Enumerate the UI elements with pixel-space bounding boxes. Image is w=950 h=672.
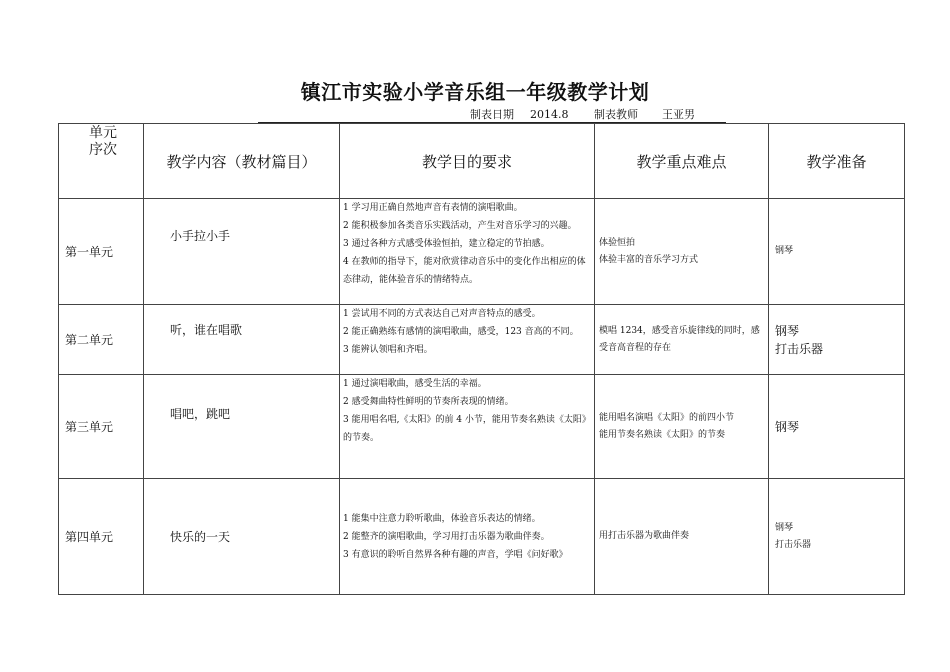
header-unit [59, 124, 144, 199]
header-goals: 教学目的要求 [340, 124, 595, 199]
teacher-label: 制表教师 [594, 108, 638, 121]
preparation-cell [769, 375, 905, 479]
content-cell: 听，谁在唱歌 [144, 305, 340, 375]
prep-item: 打击乐器 [775, 539, 812, 550]
goal-item: 1 能集中注意力聆听歌曲，体验音乐表达的情绪。 [343, 513, 541, 524]
prep-item: 钢琴 [775, 522, 794, 533]
table-meta [258, 108, 726, 123]
date-label: 制表日期 [470, 108, 514, 121]
prep-item: 打击乐器 [775, 341, 824, 356]
date-value: 2014.8 [530, 108, 569, 121]
key-point: 能用节奏名熟读《太阳》的节奏 [599, 429, 726, 440]
goal-item: 1 学习用正确自然地声音有表情的演唱歌曲。 [343, 203, 523, 213]
preparation-cell [769, 479, 905, 595]
goals-cell [340, 199, 595, 305]
teaching-plan-table [58, 123, 905, 595]
table-row [59, 375, 905, 479]
goals-cell [340, 479, 595, 595]
key-points-cell [595, 305, 769, 375]
header-key-points: 教学重点难点 [595, 124, 769, 199]
table-row [59, 305, 905, 375]
unit-cell: 第四单元 [59, 479, 144, 595]
preparation-cell [769, 199, 905, 305]
header-content: 教学内容（教材篇目） [144, 124, 340, 199]
goal-item: 3 能辨认领唱和齐唱。 [343, 345, 433, 355]
prep-item: 钢琴 [775, 323, 800, 338]
goal-item: 1 通过演唱歌曲，感受生活的幸福。 [343, 379, 487, 389]
header-row [59, 124, 905, 199]
key-point: 体验丰富的音乐学习方式 [599, 254, 699, 265]
goal-item: 2 能正确熟练有感情的演唱歌曲，感受，123 音高的不同。 [343, 327, 579, 337]
key-points-cell [595, 199, 769, 305]
key-points-cell [595, 375, 769, 479]
goal-item: 3 能用唱名唱,《太阳》的前 4 小节，能用节奏名熟读《太阳》的节奏。 [343, 415, 587, 443]
goals-cell [340, 305, 595, 375]
unit-cell: 第一单元 [59, 199, 144, 305]
prep-item: 钢琴 [775, 419, 800, 434]
goal-item: 3 有意识的聆听自然界各种有趣的声音，学唱《问好歌》 [343, 549, 568, 560]
goal-item: 2 能整齐的演唱歌曲，学习用打击乐器为歌曲伴奏。 [343, 531, 550, 542]
unit-cell: 第二单元 [59, 305, 144, 375]
key-point: 用打击乐器为歌曲伴奏 [599, 531, 690, 541]
unit-cell: 第三单元 [59, 375, 144, 479]
table-row [59, 199, 905, 305]
key-point: 体验恒拍 [599, 237, 636, 248]
header-preparation: 教学准备 [769, 124, 905, 199]
content-cell: 快乐的一天 [144, 479, 340, 595]
goal-item: 3 通过各种方式感受体验恒拍，建立稳定的节拍感。 [343, 239, 550, 249]
header-unit-line2: 序次 [89, 142, 117, 158]
key-points-cell [595, 479, 769, 595]
preparation-cell [769, 305, 905, 375]
content-cell: 唱吧，跳吧 [144, 375, 340, 479]
goal-item: 2 能积极参加各类音乐实践活动，产生对音乐学习的兴趣。 [343, 221, 577, 231]
prep-item: 钢琴 [775, 246, 794, 256]
goals-cell [340, 375, 595, 479]
header-unit-line1: 单元 [89, 125, 117, 141]
content-cell: 小手拉小手 [144, 199, 340, 305]
table-row [59, 479, 905, 595]
goal-item: 4 在教师的指导下，能对欣赏律动音乐中的变化作出相应的体态律动，能体验音乐的情绪特点。 [343, 257, 586, 285]
goal-item: 1 尝试用不同的方式表达自己对声音特点的感受。 [343, 309, 541, 319]
key-point: 能用唱名演唱《太阳》的前四小节 [599, 412, 735, 423]
page-title: 镇江市实验小学音乐组一年级教学计划 [300, 80, 650, 104]
key-point: 模唱 1234，感受音乐旋律线的同时，感受音高音程的存在 [599, 325, 760, 353]
teacher-value: 王亚男 [662, 108, 695, 121]
goal-item: 2 感受舞曲特性鲜明的节奏所表现的情绪。 [343, 397, 514, 407]
